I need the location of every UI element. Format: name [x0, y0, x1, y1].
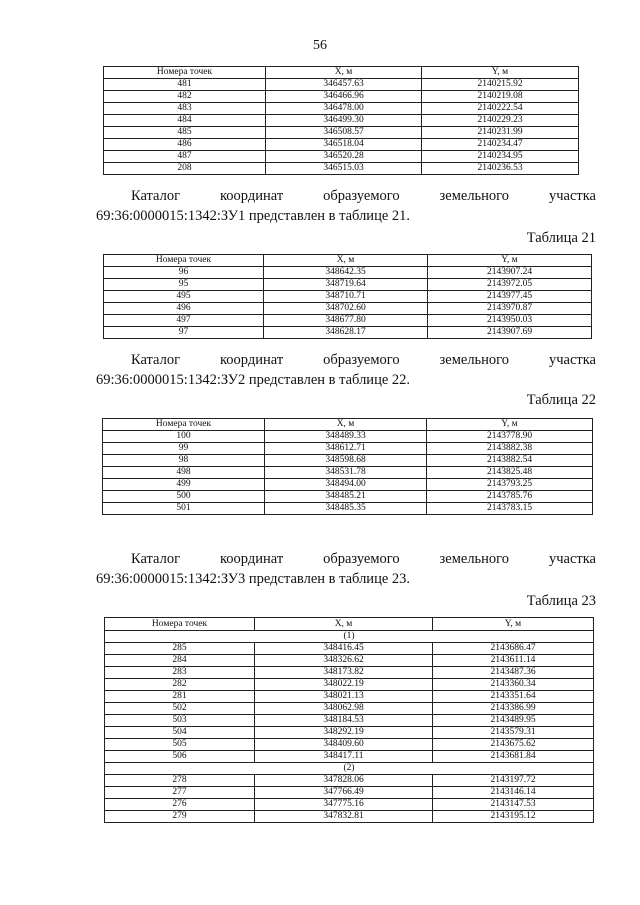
y-coordinate-cell: 2140219.08 [422, 91, 579, 103]
y-coordinate-cell: 2143977.45 [428, 291, 592, 303]
point-number-cell: 99 [103, 443, 265, 455]
table-row [104, 163, 579, 175]
table-header-row [105, 618, 594, 631]
table-row [105, 799, 594, 811]
x-coordinate-cell: 348292.19 [255, 727, 433, 739]
x-coordinate-cell: 348184.53 [255, 715, 433, 727]
table-header-row [104, 67, 579, 79]
x-coordinate-cell: 347775.16 [255, 799, 433, 811]
table-row [105, 727, 594, 739]
table-row [103, 431, 593, 443]
x-coordinate-cell: 346457.63 [266, 79, 422, 91]
y-coordinate-cell: 2143785.76 [427, 491, 593, 503]
y-coordinate-cell: 2143197.72 [433, 775, 594, 787]
word: образуемого [323, 352, 400, 368]
table-row [103, 455, 593, 467]
word: образуемого [323, 188, 400, 204]
point-number-cell: 98 [103, 455, 265, 467]
header-y: Y, м [422, 67, 579, 79]
x-coordinate-cell: 348417.11 [255, 751, 433, 763]
point-number-cell: 282 [105, 679, 255, 691]
paragraph-catalog-zu1 [96, 186, 596, 226]
point-number-cell: 499 [103, 479, 265, 491]
point-number-cell: 96 [104, 267, 264, 279]
y-coordinate-cell: 2143611.14 [433, 655, 594, 667]
x-coordinate-cell: 346520.28 [266, 151, 422, 163]
y-coordinate-cell: 2140234.47 [422, 139, 579, 151]
section-label: (1) [105, 631, 594, 643]
table-row [104, 127, 579, 139]
y-coordinate-cell: 2143950.03 [428, 315, 592, 327]
table-row [105, 811, 594, 823]
x-coordinate-cell: 348531.78 [265, 467, 427, 479]
header-x: X, м [255, 618, 433, 631]
paragraph-line-2: 69:36:0000015:1342:ЗУ2 представлен в таблице 22. [96, 372, 411, 388]
x-coordinate-cell: 348628.17 [264, 327, 428, 339]
point-number-cell: 500 [103, 491, 265, 503]
point-number-cell: 506 [105, 751, 255, 763]
point-number-cell: 484 [104, 115, 266, 127]
y-coordinate-cell: 2143907.24 [428, 267, 592, 279]
x-coordinate-cell: 347766.49 [255, 787, 433, 799]
point-number-cell: 482 [104, 91, 266, 103]
header-y: Y, м [433, 618, 594, 631]
y-coordinate-cell: 2143147.53 [433, 799, 594, 811]
paragraph-line-2: 69:36:0000015:1342:ЗУ1 представлен в таблице 21. [96, 208, 411, 224]
table-row [104, 91, 579, 103]
table-row [105, 655, 594, 667]
x-coordinate-cell: 348022.19 [255, 679, 433, 691]
y-coordinate-cell: 2143386.99 [433, 703, 594, 715]
point-number-cell: 278 [105, 775, 255, 787]
word: Каталог [131, 551, 181, 567]
point-number-cell: 505 [105, 739, 255, 751]
x-coordinate-cell: 346515.03 [266, 163, 422, 175]
y-coordinate-cell: 2143882.54 [427, 455, 593, 467]
header-y: Y, м [427, 419, 593, 431]
table-22-caption: Таблица 22 [526, 392, 596, 408]
table-row [103, 479, 593, 491]
x-coordinate-cell: 348062.98 [255, 703, 433, 715]
header-x: X, м [264, 255, 428, 267]
y-coordinate-cell: 2143793.25 [427, 479, 593, 491]
paragraph-line-1 [96, 350, 596, 370]
word: Каталог [131, 188, 181, 204]
x-coordinate-cell: 348173.82 [255, 667, 433, 679]
table-row [105, 643, 594, 655]
word: участка [548, 352, 596, 368]
y-coordinate-cell: 2143686.47 [433, 643, 594, 655]
y-coordinate-cell: 2140234.95 [422, 151, 579, 163]
word: участка [548, 188, 596, 204]
point-number-cell: 283 [105, 667, 255, 679]
y-coordinate-cell: 2140236.53 [422, 163, 579, 175]
y-coordinate-cell: 2140215.92 [422, 79, 579, 91]
table-row [103, 443, 593, 455]
x-coordinate-cell: 348710.71 [264, 291, 428, 303]
x-coordinate-cell: 348021.13 [255, 691, 433, 703]
y-coordinate-cell: 2143882.38 [427, 443, 593, 455]
point-number-cell: 97 [104, 327, 264, 339]
table-22 [102, 418, 593, 515]
point-number-cell: 100 [103, 431, 265, 443]
point-number-cell: 487 [104, 151, 266, 163]
x-coordinate-cell: 346508.57 [266, 127, 422, 139]
y-coordinate-cell: 2143579.31 [433, 727, 594, 739]
paragraph-line-1 [96, 186, 596, 206]
x-coordinate-cell: 347828.06 [255, 775, 433, 787]
table-row [105, 691, 594, 703]
header-y: Y, м [428, 255, 592, 267]
y-coordinate-cell: 2143489.95 [433, 715, 594, 727]
x-coordinate-cell: 348485.35 [265, 503, 427, 515]
paragraph-line-2: 69:36:0000015:1342:ЗУ3 представлен в таблице 23. [96, 571, 411, 587]
y-coordinate-cell: 2143907.69 [428, 327, 592, 339]
x-coordinate-cell: 348326.62 [255, 655, 433, 667]
y-coordinate-cell: 2143487.36 [433, 667, 594, 679]
point-number-cell: 498 [103, 467, 265, 479]
y-coordinate-cell: 2143360.34 [433, 679, 594, 691]
table-header-row [104, 255, 592, 267]
point-number-cell: 284 [105, 655, 255, 667]
point-number-cell: 503 [105, 715, 255, 727]
header-point-numbers: Номера точек [103, 419, 265, 431]
point-number-cell: 276 [105, 799, 255, 811]
y-coordinate-cell: 2143778.90 [427, 431, 593, 443]
y-coordinate-cell: 2143972.05 [428, 279, 592, 291]
y-coordinate-cell: 2143675.62 [433, 739, 594, 751]
word: земельного [439, 551, 510, 567]
header-point-numbers: Номера точек [104, 255, 264, 267]
word: координат [220, 188, 284, 204]
y-coordinate-cell: 2143146.14 [433, 787, 594, 799]
paragraph-catalog-zu3 [96, 549, 596, 589]
coordinates-table-continued [103, 66, 579, 175]
table-row [104, 279, 592, 291]
x-coordinate-cell: 348494.00 [265, 479, 427, 491]
table-row [105, 775, 594, 787]
point-number-cell: 497 [104, 315, 264, 327]
table-23 [104, 617, 594, 823]
x-coordinate-cell: 346518.04 [266, 139, 422, 151]
table-row [104, 267, 592, 279]
table-23-caption: Таблица 23 [526, 593, 596, 609]
word: земельного [439, 352, 510, 368]
point-number-cell: 504 [105, 727, 255, 739]
table-row [105, 715, 594, 727]
table-row [105, 739, 594, 751]
point-number-cell: 208 [104, 163, 266, 175]
x-coordinate-cell: 346499.30 [266, 115, 422, 127]
x-coordinate-cell: 348409.60 [255, 739, 433, 751]
header-x: X, м [266, 67, 422, 79]
section-row [105, 631, 594, 643]
y-coordinate-cell: 2140231.99 [422, 127, 579, 139]
x-coordinate-cell: 348612.71 [265, 443, 427, 455]
table-row [103, 503, 593, 515]
point-number-cell: 485 [104, 127, 266, 139]
table-row [103, 467, 593, 479]
table-row [105, 679, 594, 691]
x-coordinate-cell: 348489.33 [265, 431, 427, 443]
table-row [105, 703, 594, 715]
point-number-cell: 495 [104, 291, 264, 303]
x-coordinate-cell: 346478.00 [266, 103, 422, 115]
point-number-cell: 502 [105, 703, 255, 715]
x-coordinate-cell: 346466.96 [266, 91, 422, 103]
paragraph-line-1 [96, 549, 596, 569]
section-label: (2) [105, 763, 594, 775]
word: Каталог [131, 352, 181, 368]
x-coordinate-cell: 348702.60 [264, 303, 428, 315]
point-number-cell: 277 [105, 787, 255, 799]
y-coordinate-cell: 2143970.87 [428, 303, 592, 315]
table-row [103, 491, 593, 503]
point-number-cell: 486 [104, 139, 266, 151]
point-number-cell: 279 [105, 811, 255, 823]
x-coordinate-cell: 348485.21 [265, 491, 427, 503]
table-row [104, 291, 592, 303]
word: земельного [439, 188, 510, 204]
table-21-caption: Таблица 21 [526, 230, 596, 246]
header-point-numbers: Номера точек [105, 618, 255, 631]
y-coordinate-cell: 2143351.64 [433, 691, 594, 703]
header-x: X, м [265, 419, 427, 431]
table-row [105, 667, 594, 679]
table-row [104, 103, 579, 115]
point-number-cell: 481 [104, 79, 266, 91]
word: координат [220, 352, 284, 368]
word: участка [548, 551, 596, 567]
header-point-numbers: Номера точек [104, 67, 266, 79]
table-row [104, 303, 592, 315]
y-coordinate-cell: 2143195.12 [433, 811, 594, 823]
y-coordinate-cell: 2140229.23 [422, 115, 579, 127]
x-coordinate-cell: 348677.80 [264, 315, 428, 327]
table-header-row [103, 419, 593, 431]
x-coordinate-cell: 348642.35 [264, 267, 428, 279]
point-number-cell: 285 [105, 643, 255, 655]
x-coordinate-cell: 348416.45 [255, 643, 433, 655]
x-coordinate-cell: 348598.68 [265, 455, 427, 467]
table-row [105, 751, 594, 763]
word: образуемого [323, 551, 400, 567]
x-coordinate-cell: 347832.81 [255, 811, 433, 823]
page-number: 56 [313, 38, 327, 53]
table-row [104, 115, 579, 127]
paragraph-catalog-zu2 [96, 350, 596, 390]
y-coordinate-cell: 2143681.84 [433, 751, 594, 763]
point-number-cell: 501 [103, 503, 265, 515]
y-coordinate-cell: 2143825.48 [427, 467, 593, 479]
section-row [105, 763, 594, 775]
table-row [105, 787, 594, 799]
y-coordinate-cell: 2143783.15 [427, 503, 593, 515]
table-row [104, 151, 579, 163]
table-row [104, 315, 592, 327]
table-21 [103, 254, 592, 339]
word: координат [220, 551, 284, 567]
y-coordinate-cell: 2140222.54 [422, 103, 579, 115]
table-row [104, 327, 592, 339]
point-number-cell: 496 [104, 303, 264, 315]
point-number-cell: 281 [105, 691, 255, 703]
table-row [104, 79, 579, 91]
point-number-cell: 95 [104, 279, 264, 291]
table-row [104, 139, 579, 151]
x-coordinate-cell: 348719.64 [264, 279, 428, 291]
point-number-cell: 483 [104, 103, 266, 115]
